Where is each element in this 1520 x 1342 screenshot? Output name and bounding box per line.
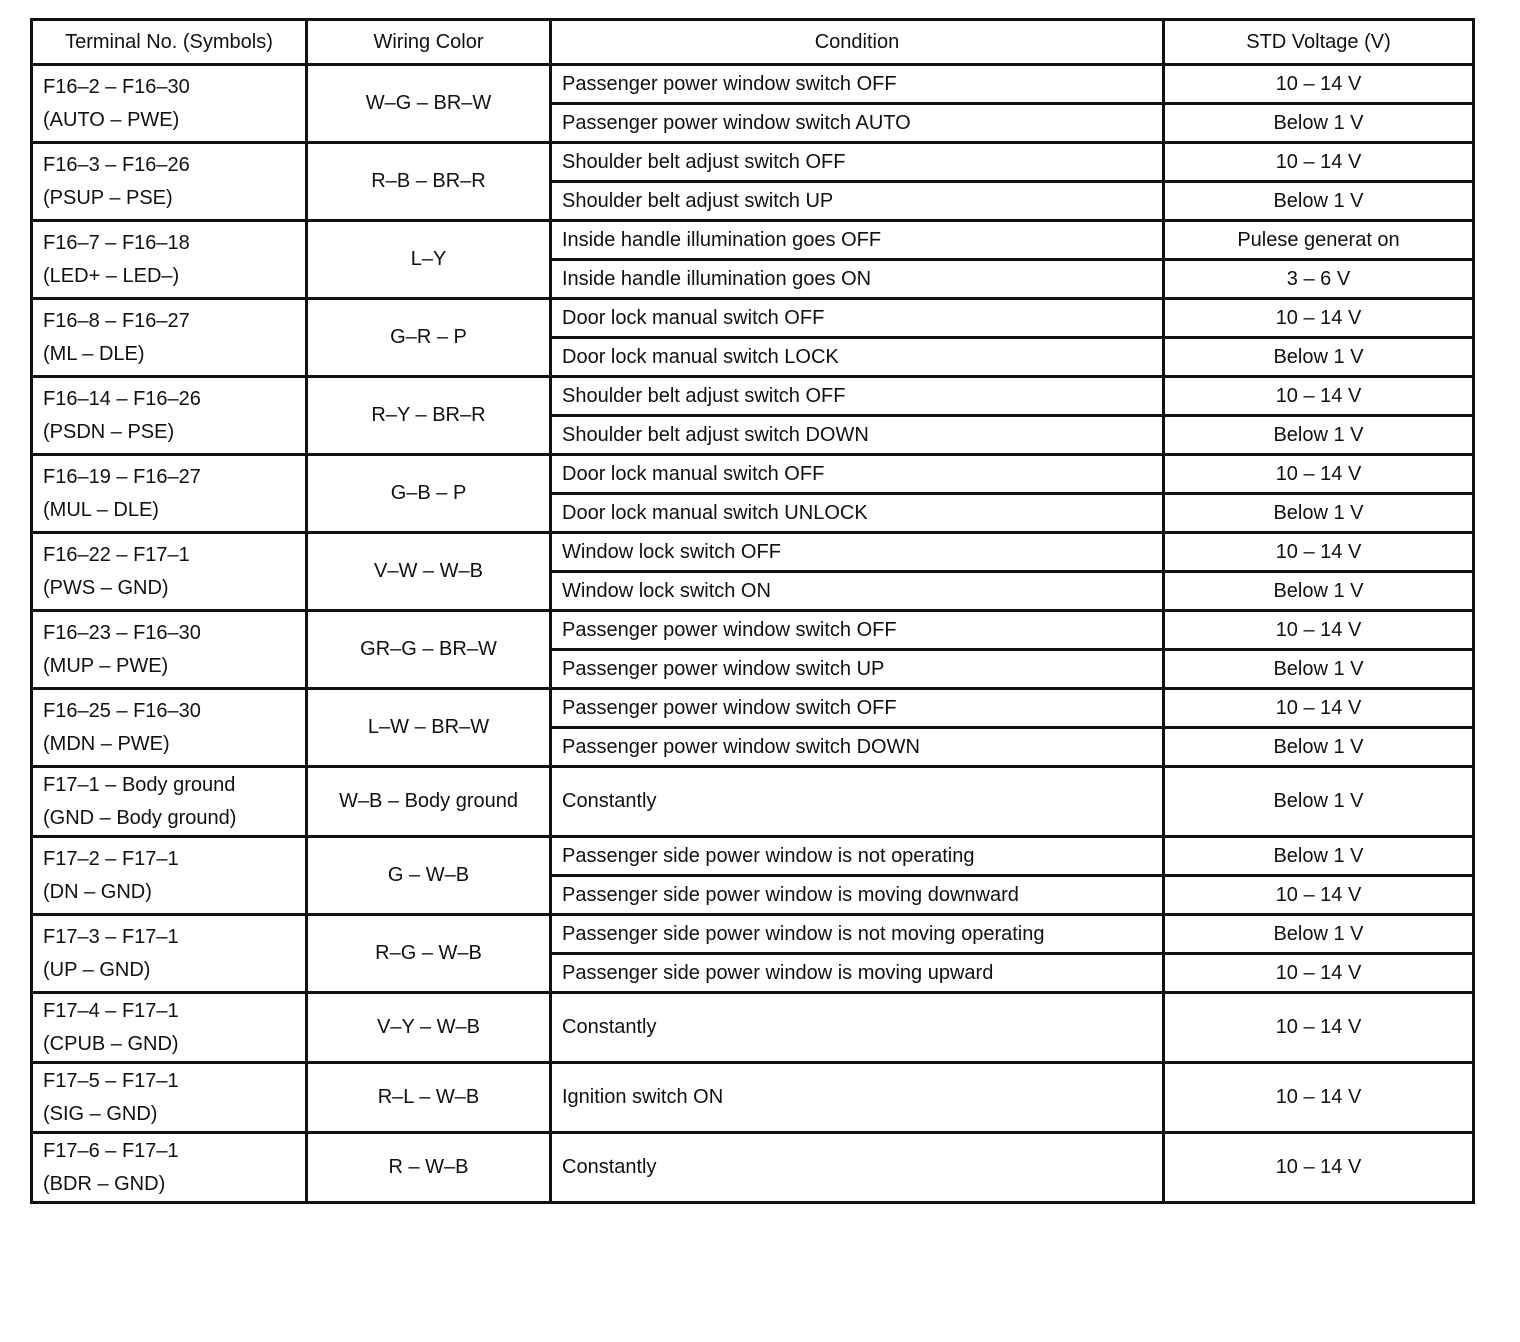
condition-cell: Ignition switch ON: [551, 1063, 1164, 1133]
std-voltage-cell: Below 1 V: [1164, 494, 1474, 533]
terminal-cell: [32, 611, 307, 689]
table-row: [32, 299, 1474, 338]
std-voltage-cell: 10 – 14 V: [1164, 377, 1474, 416]
condition-cell: Constantly: [551, 1133, 1164, 1203]
condition-cell: Passenger side power window is moving downward: [551, 876, 1164, 915]
table-row: [32, 611, 1474, 650]
wiring-color-cell: V–Y – W–B: [307, 993, 551, 1063]
terminal-cell: [32, 533, 307, 611]
condition-cell: Passenger power window switch OFF: [551, 65, 1164, 104]
terminal-symbols: (BDR – GND): [43, 1172, 166, 1195]
terminal-symbols: (UP – GND): [43, 958, 151, 981]
terminal-cell: [32, 143, 307, 221]
condition-cell: Door lock manual switch UNLOCK: [551, 494, 1164, 533]
terminal-cell: [32, 65, 307, 143]
terminal-number: F17–4 – F17–1: [43, 999, 179, 1022]
condition-cell: Constantly: [551, 767, 1164, 837]
std-voltage-cell: 10 – 14 V: [1164, 299, 1474, 338]
condition-cell: Window lock switch OFF: [551, 533, 1164, 572]
terminal-number: F16–19 – F16–27: [43, 465, 201, 488]
condition-cell: Passenger side power window is moving upward: [551, 954, 1164, 993]
terminal-number: F17–3 – F17–1: [43, 925, 179, 948]
condition-cell: Window lock switch ON: [551, 572, 1164, 611]
table-row: [32, 455, 1474, 494]
header-row: [32, 20, 1474, 65]
std-voltage-cell: 10 – 14 V: [1164, 455, 1474, 494]
table-row: [32, 915, 1474, 954]
table-row: [32, 837, 1474, 876]
std-voltage-cell: 10 – 14 V: [1164, 1063, 1474, 1133]
wiring-color-cell: V–W – W–B: [307, 533, 551, 611]
terminal-number: F16–7 – F16–18: [43, 231, 190, 254]
terminal-cell: [32, 915, 307, 993]
table-row: [32, 143, 1474, 182]
terminal-voltage-table: [30, 18, 1475, 1204]
wiring-color-cell: L–Y: [307, 221, 551, 299]
table-row: [32, 689, 1474, 728]
std-voltage-cell: Below 1 V: [1164, 767, 1474, 837]
terminal-symbols: (AUTO – PWE): [43, 108, 180, 131]
std-voltage-cell: Below 1 V: [1164, 104, 1474, 143]
terminal-cell: [32, 1063, 307, 1133]
condition-cell: Passenger power window switch AUTO: [551, 104, 1164, 143]
terminal-symbols: (MUL – DLE): [43, 498, 159, 521]
condition-cell: Passenger side power window is not operating: [551, 837, 1164, 876]
wiring-color-cell: G–R – P: [307, 299, 551, 377]
std-voltage-cell: 10 – 14 V: [1164, 954, 1474, 993]
std-voltage-cell: Below 1 V: [1164, 650, 1474, 689]
terminal-number: F16–2 – F16–30: [43, 75, 190, 98]
terminal-number: F16–22 – F17–1: [43, 543, 190, 566]
header-wiring-color: Wiring Color: [307, 20, 551, 65]
terminal-symbols: (PSUP – PSE): [43, 186, 173, 209]
condition-cell: Shoulder belt adjust switch UP: [551, 182, 1164, 221]
header-condition: Condition: [551, 20, 1164, 65]
wiring-color-cell: R–B – BR–R: [307, 143, 551, 221]
terminal-symbols: (ML – DLE): [43, 342, 145, 365]
header-std-voltage: STD Voltage (V): [1164, 20, 1474, 65]
condition-cell: Shoulder belt adjust switch OFF: [551, 143, 1164, 182]
condition-cell: Shoulder belt adjust switch DOWN: [551, 416, 1164, 455]
terminal-cell: [32, 767, 307, 837]
condition-cell: Passenger power window switch OFF: [551, 611, 1164, 650]
terminal-symbols: (PSDN – PSE): [43, 420, 175, 443]
std-voltage-cell: 3 – 6 V: [1164, 260, 1474, 299]
condition-cell: Shoulder belt adjust switch OFF: [551, 377, 1164, 416]
condition-cell: Constantly: [551, 993, 1164, 1063]
wiring-color-cell: L–W – BR–W: [307, 689, 551, 767]
std-voltage-cell: Below 1 V: [1164, 338, 1474, 377]
std-voltage-cell: Below 1 V: [1164, 572, 1474, 611]
table-row: [32, 377, 1474, 416]
terminal-cell: [32, 837, 307, 915]
terminal-number: F17–1 – Body ground: [43, 773, 236, 796]
condition-cell: Door lock manual switch OFF: [551, 299, 1164, 338]
condition-cell: Passenger power window switch OFF: [551, 689, 1164, 728]
wiring-color-cell: W–B – Body ground: [307, 767, 551, 837]
wiring-color-cell: GR–G – BR–W: [307, 611, 551, 689]
condition-cell: Inside handle illumination goes OFF: [551, 221, 1164, 260]
terminal-symbols: (MUP – PWE): [43, 654, 169, 677]
terminal-number: F16–14 – F16–26: [43, 387, 201, 410]
std-voltage-cell: Below 1 V: [1164, 728, 1474, 767]
std-voltage-cell: 10 – 14 V: [1164, 689, 1474, 728]
terminal-number: F16–8 – F16–27: [43, 309, 190, 332]
terminal-symbols: (SIG – GND): [43, 1102, 158, 1125]
std-voltage-cell: Below 1 V: [1164, 182, 1474, 221]
terminal-cell: [32, 377, 307, 455]
terminal-symbols: (PWS – GND): [43, 576, 169, 599]
terminal-number: F17–2 – F17–1: [43, 847, 179, 870]
std-voltage-cell: Below 1 V: [1164, 837, 1474, 876]
table-row: [32, 1133, 1474, 1203]
wiring-color-cell: R–Y – BR–R: [307, 377, 551, 455]
wiring-color-cell: R–G – W–B: [307, 915, 551, 993]
table-row: [32, 221, 1474, 260]
terminal-number: F16–25 – F16–30: [43, 699, 201, 722]
terminal-cell: [32, 689, 307, 767]
table-row: [32, 1063, 1474, 1133]
wiring-color-cell: R – W–B: [307, 1133, 551, 1203]
std-voltage-cell: 10 – 14 V: [1164, 533, 1474, 572]
wiring-color-cell: W–G – BR–W: [307, 65, 551, 143]
condition-cell: Passenger power window switch DOWN: [551, 728, 1164, 767]
std-voltage-cell: Pulese generat on: [1164, 221, 1474, 260]
condition-cell: Passenger side power window is not moving operating: [551, 915, 1164, 954]
terminal-symbols: (MDN – PWE): [43, 732, 170, 755]
std-voltage-cell: 10 – 14 V: [1164, 611, 1474, 650]
wiring-color-cell: G–B – P: [307, 455, 551, 533]
terminal-number: F17–6 – F17–1: [43, 1139, 179, 1162]
std-voltage-cell: 10 – 14 V: [1164, 65, 1474, 104]
table-row: [32, 533, 1474, 572]
condition-cell: Inside handle illumination goes ON: [551, 260, 1164, 299]
std-voltage-cell: Below 1 V: [1164, 416, 1474, 455]
std-voltage-cell: 10 – 14 V: [1164, 993, 1474, 1063]
terminal-number: F16–3 – F16–26: [43, 153, 190, 176]
wiring-color-cell: G – W–B: [307, 837, 551, 915]
table-row: [32, 65, 1474, 104]
terminal-symbols: (LED+ – LED–): [43, 264, 180, 287]
condition-cell: Passenger power window switch UP: [551, 650, 1164, 689]
terminal-cell: [32, 299, 307, 377]
std-voltage-cell: 10 – 14 V: [1164, 143, 1474, 182]
terminal-number: F17–5 – F17–1: [43, 1069, 179, 1092]
table-row: [32, 767, 1474, 837]
std-voltage-cell: 10 – 14 V: [1164, 876, 1474, 915]
condition-cell: Door lock manual switch LOCK: [551, 338, 1164, 377]
condition-cell: Door lock manual switch OFF: [551, 455, 1164, 494]
terminal-cell: [32, 455, 307, 533]
terminal-number: F16–23 – F16–30: [43, 621, 201, 644]
terminal-symbols: (DN – GND): [43, 880, 152, 903]
terminal-cell: [32, 1133, 307, 1203]
table-row: [32, 993, 1474, 1063]
terminal-cell: [32, 993, 307, 1063]
wiring-color-cell: R–L – W–B: [307, 1063, 551, 1133]
terminal-symbols: (GND – Body ground): [43, 806, 237, 829]
terminal-symbols: (CPUB – GND): [43, 1032, 179, 1055]
std-voltage-cell: 10 – 14 V: [1164, 1133, 1474, 1203]
header-terminal: Terminal No. (Symbols): [32, 20, 307, 65]
std-voltage-cell: Below 1 V: [1164, 915, 1474, 954]
terminal-cell: [32, 221, 307, 299]
